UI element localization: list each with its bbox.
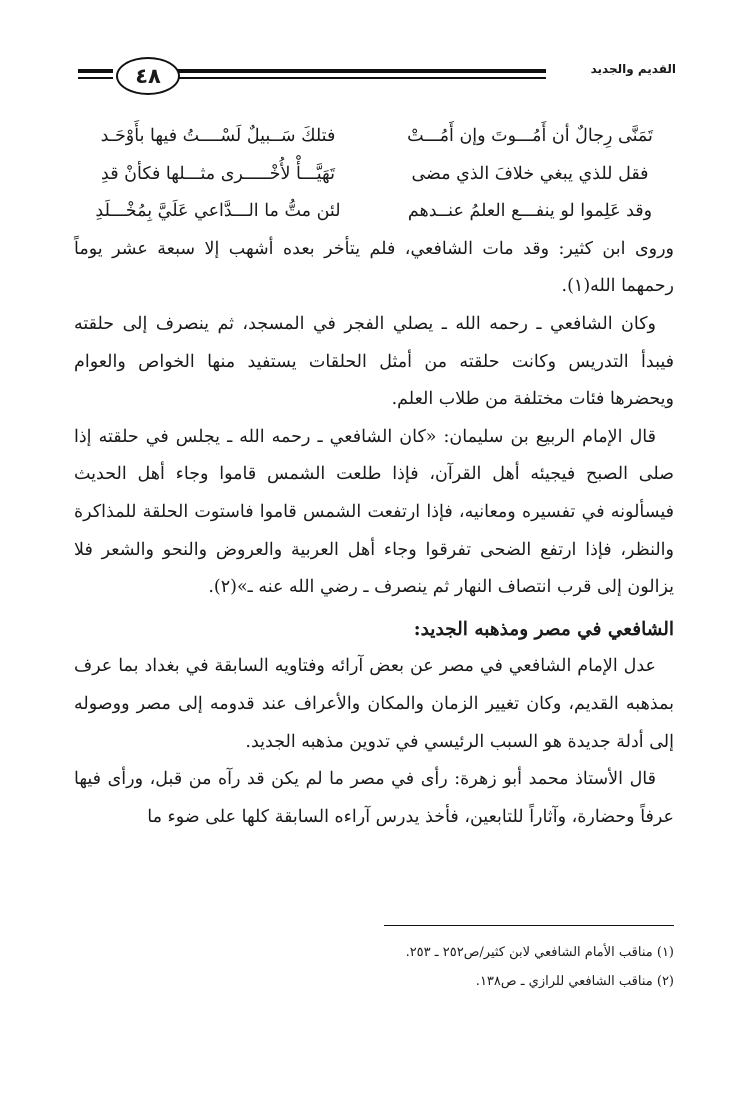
header-rule-left-thin (78, 77, 113, 79)
page-header (78, 56, 676, 104)
verse-second-hemistich: فتلكَ سَــبيلٌ لَسْــــتُ فيها بأَوْحَـد (100, 126, 336, 146)
verse-line (74, 156, 674, 194)
page-number: ٤٨ (116, 57, 180, 95)
page-body (74, 118, 674, 836)
paragraph-new-madhhab: عدل الإمام الشافعي في مصر عن بعض آرائه وفتاويه السابقة في بغداد بما عرف بمذهبه القديم، وكان تغيير الزمان والمكان والأعراف عند قدومه إلى مصر ووصوله إلى أدلة جديدة هو السبب الرئيسي في تدوين مذهبه الجديد. (74, 656, 674, 752)
verse-line (74, 118, 674, 156)
header-rule-left-thick (78, 69, 113, 73)
footnote-2: (٢) مناقب الشافعي للرازي ـ ص١٣٨. (475, 974, 674, 989)
running-title: القديم والجديد (590, 62, 676, 76)
verse-second-hemistich: لئن متُّ ما الـــدَّاعي عَلَيَّ بِمُخْـــلَدِ (95, 201, 341, 222)
paragraph-abu-zahra: قال الأستاذ محمد أبو زهرة: رأى في مصر ما لم يكن قد رآه من قبل، ورأى فيها عرفاً وحضارة، وآثاراً للتابعين، فأخذ يدرس آراءه السابقة كلها على ضوء ما (74, 769, 674, 827)
footnote-separator (384, 925, 674, 926)
paragraph-halaqa: وكان الشافعي ـ رحمه الله ـ يصلي الفجر في المسجد، ثم ينصرف إلى حلقته فيبدأ التدريس وكانت حلقته من أمثل الحلقات يستفيد منها الخواص والعوام ويحضرها فئات مختلفة من طلاب العلم. (74, 313, 674, 410)
verse-second-hemistich: تَهَيَّـــأْ لأُخْـــــرى مثـــلها فكأنْ قدِ (101, 163, 335, 184)
header-rule-thin (153, 77, 546, 79)
footnote-1: (١) مناقب الأمام الشافعي لابن كثير/ص٢٥٢ ـ ٢٥٣. (405, 945, 674, 960)
paragraph-ibn-kathir: وروى ابن كثير: وقد مات الشافعي، فلم يتأخر بعده أشهب إلا سبعة عشر يوماً رحمهما الله(١). (74, 238, 674, 297)
footnotes (74, 938, 674, 996)
verse-first-hemistich: وقد عَلِموا لو ينفـــع العلمُ عنــدهم (407, 201, 653, 222)
verse-first-hemistich: تَمَنَّى رِجالٌ أن أَمُـــوتَ وإن أَمُـــتْ (407, 126, 653, 146)
verse-first-hemistich: فقل للذي يبغي خلافَ الذي مضى (411, 163, 649, 184)
verse-line (74, 193, 674, 231)
paragraph-rabi-quote: قال الإمام الربيع بن سليمان: «كان الشافعي ـ رحمه الله ـ يجلس في حلقته إذا صلى الصبح فيجيئه أهل القرآن، فإذا طلعت الشمس قاموا وجاء أهل الحديث فيسألونه في تفسيره ومعانيه، فإذا ارتفعت الشمس قاموا فاستوت الحلقة للمذاكرة والنظر، فإذا ارتفع الضحى تفرقوا وجاء أهل العربية والعروض والنحو والشعر فلا يزالون إلى قرب انتصاف النهار ثم ينصرف ـ رضي الله عنه ـ»(٢). (74, 426, 674, 598)
section-heading: الشافعي في مصر ومذهبه الجديد: (413, 618, 674, 640)
header-rule-thick (153, 69, 546, 73)
